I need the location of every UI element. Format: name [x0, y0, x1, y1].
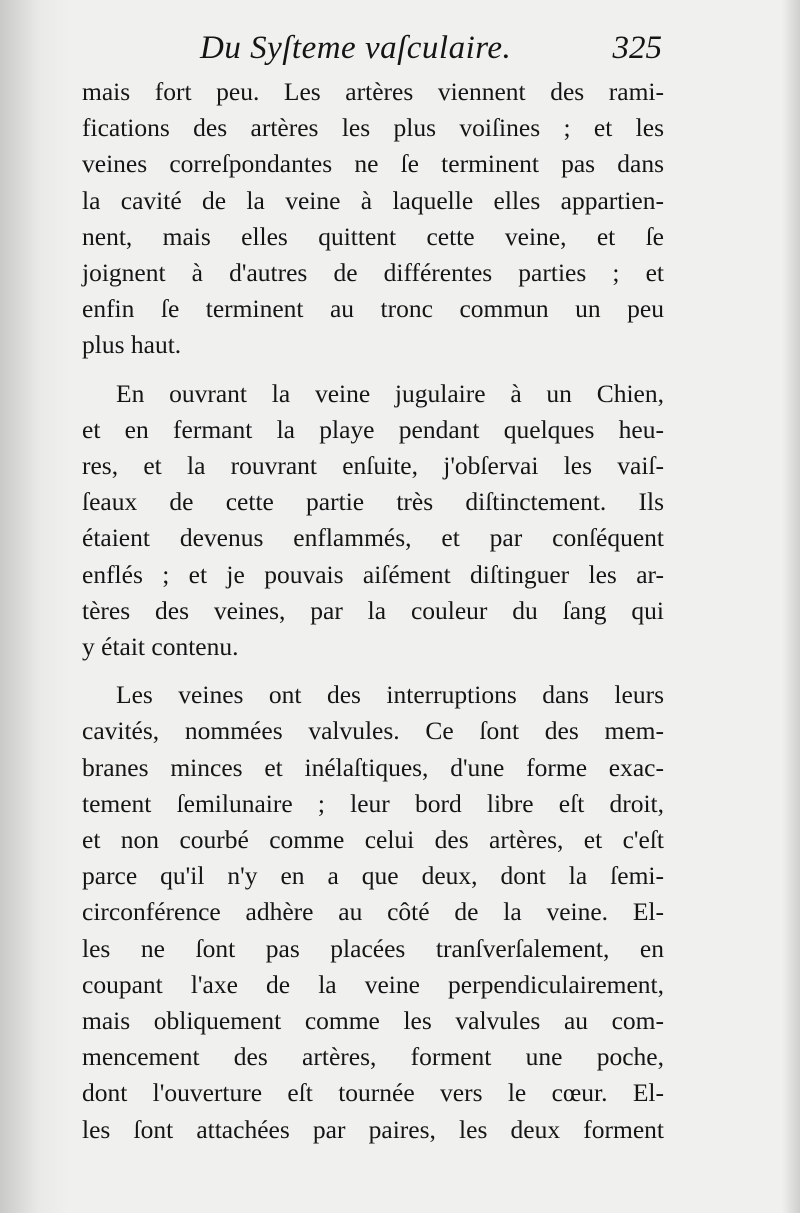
text-line: mencement des artères, forment une poche,: [82, 1042, 664, 1072]
paragraph: [82, 677, 664, 1148]
text-line: En ouvrant la veine jugulaire à un Chien,: [116, 378, 664, 408]
text-line: les ſont attachées par paires, les deux forment: [82, 1114, 664, 1144]
body-text: [82, 74, 664, 1148]
text-line: branes minces et inélaſtiques, d'une forme exac-: [82, 752, 664, 782]
page-number: 325: [612, 30, 662, 66]
text-line: tement ſemilunaire ; leur bord libre eſt droit,: [82, 788, 664, 818]
text-line: circonférence adhère au côté de la veine. El-: [82, 897, 664, 927]
text-line: ſeaux de cette partie très diſtinctement. Ils: [82, 487, 664, 517]
text-line: tères des veines, par la couleur du ſang qui: [82, 595, 664, 625]
text-line: plus haut.: [82, 330, 182, 360]
text-line: parce qu'il n'y en a que deux, dont la ſemi-: [82, 861, 664, 891]
text-line: dont l'ouverture eſt tournée vers le cœur. El-: [82, 1078, 664, 1108]
text-line: res, et la rouvrant enſuite, j'obſervai les vaiſ-: [82, 451, 664, 481]
text-line: nent, mais elles quittent cette veine, et ſe: [82, 221, 664, 251]
text-line: coupant l'axe de la veine perpendiculairement,: [82, 969, 664, 999]
running-header: [200, 30, 662, 80]
text-line: mais obliquement comme les valvules au com-: [82, 1006, 664, 1036]
text-line: la cavité de la veine à laquelle elles appartien-: [82, 185, 664, 215]
paragraph: [82, 376, 664, 666]
text-line: et en fermant la playe pendant quelques heu-: [82, 414, 664, 444]
text-line: Les veines ont des interruptions dans leurs: [116, 680, 664, 710]
text-line: enflés ; et je pouvais aiſément diſtinguer les ar-: [82, 559, 664, 589]
text-line: mais fort peu. Les artères viennent des rami-: [82, 77, 664, 106]
text-line: et non courbé comme celui des artères, et c'eſt: [82, 825, 664, 855]
text-line: y était contenu.: [82, 632, 239, 662]
text-line: étaient devenus enflammés, et par conſéquent: [82, 523, 664, 553]
running-title: Du Syſteme vaſculaire.: [200, 30, 512, 66]
text-line: enfin ſe terminent au tronc commun un peu: [82, 294, 664, 324]
paragraph: [82, 74, 664, 364]
text-line: les ne ſont pas placées tranſverſalement, en: [82, 933, 664, 963]
text-line: cavités, nommées valvules. Ce ſont des mem-: [82, 716, 664, 746]
text-line: veines correſpondantes ne ſe terminent pas dans: [82, 149, 664, 179]
text-line: joignent à d'autres de différentes parties ; et: [82, 258, 664, 288]
text-line: fications des artères les plus voiſines ; et les: [82, 113, 664, 143]
